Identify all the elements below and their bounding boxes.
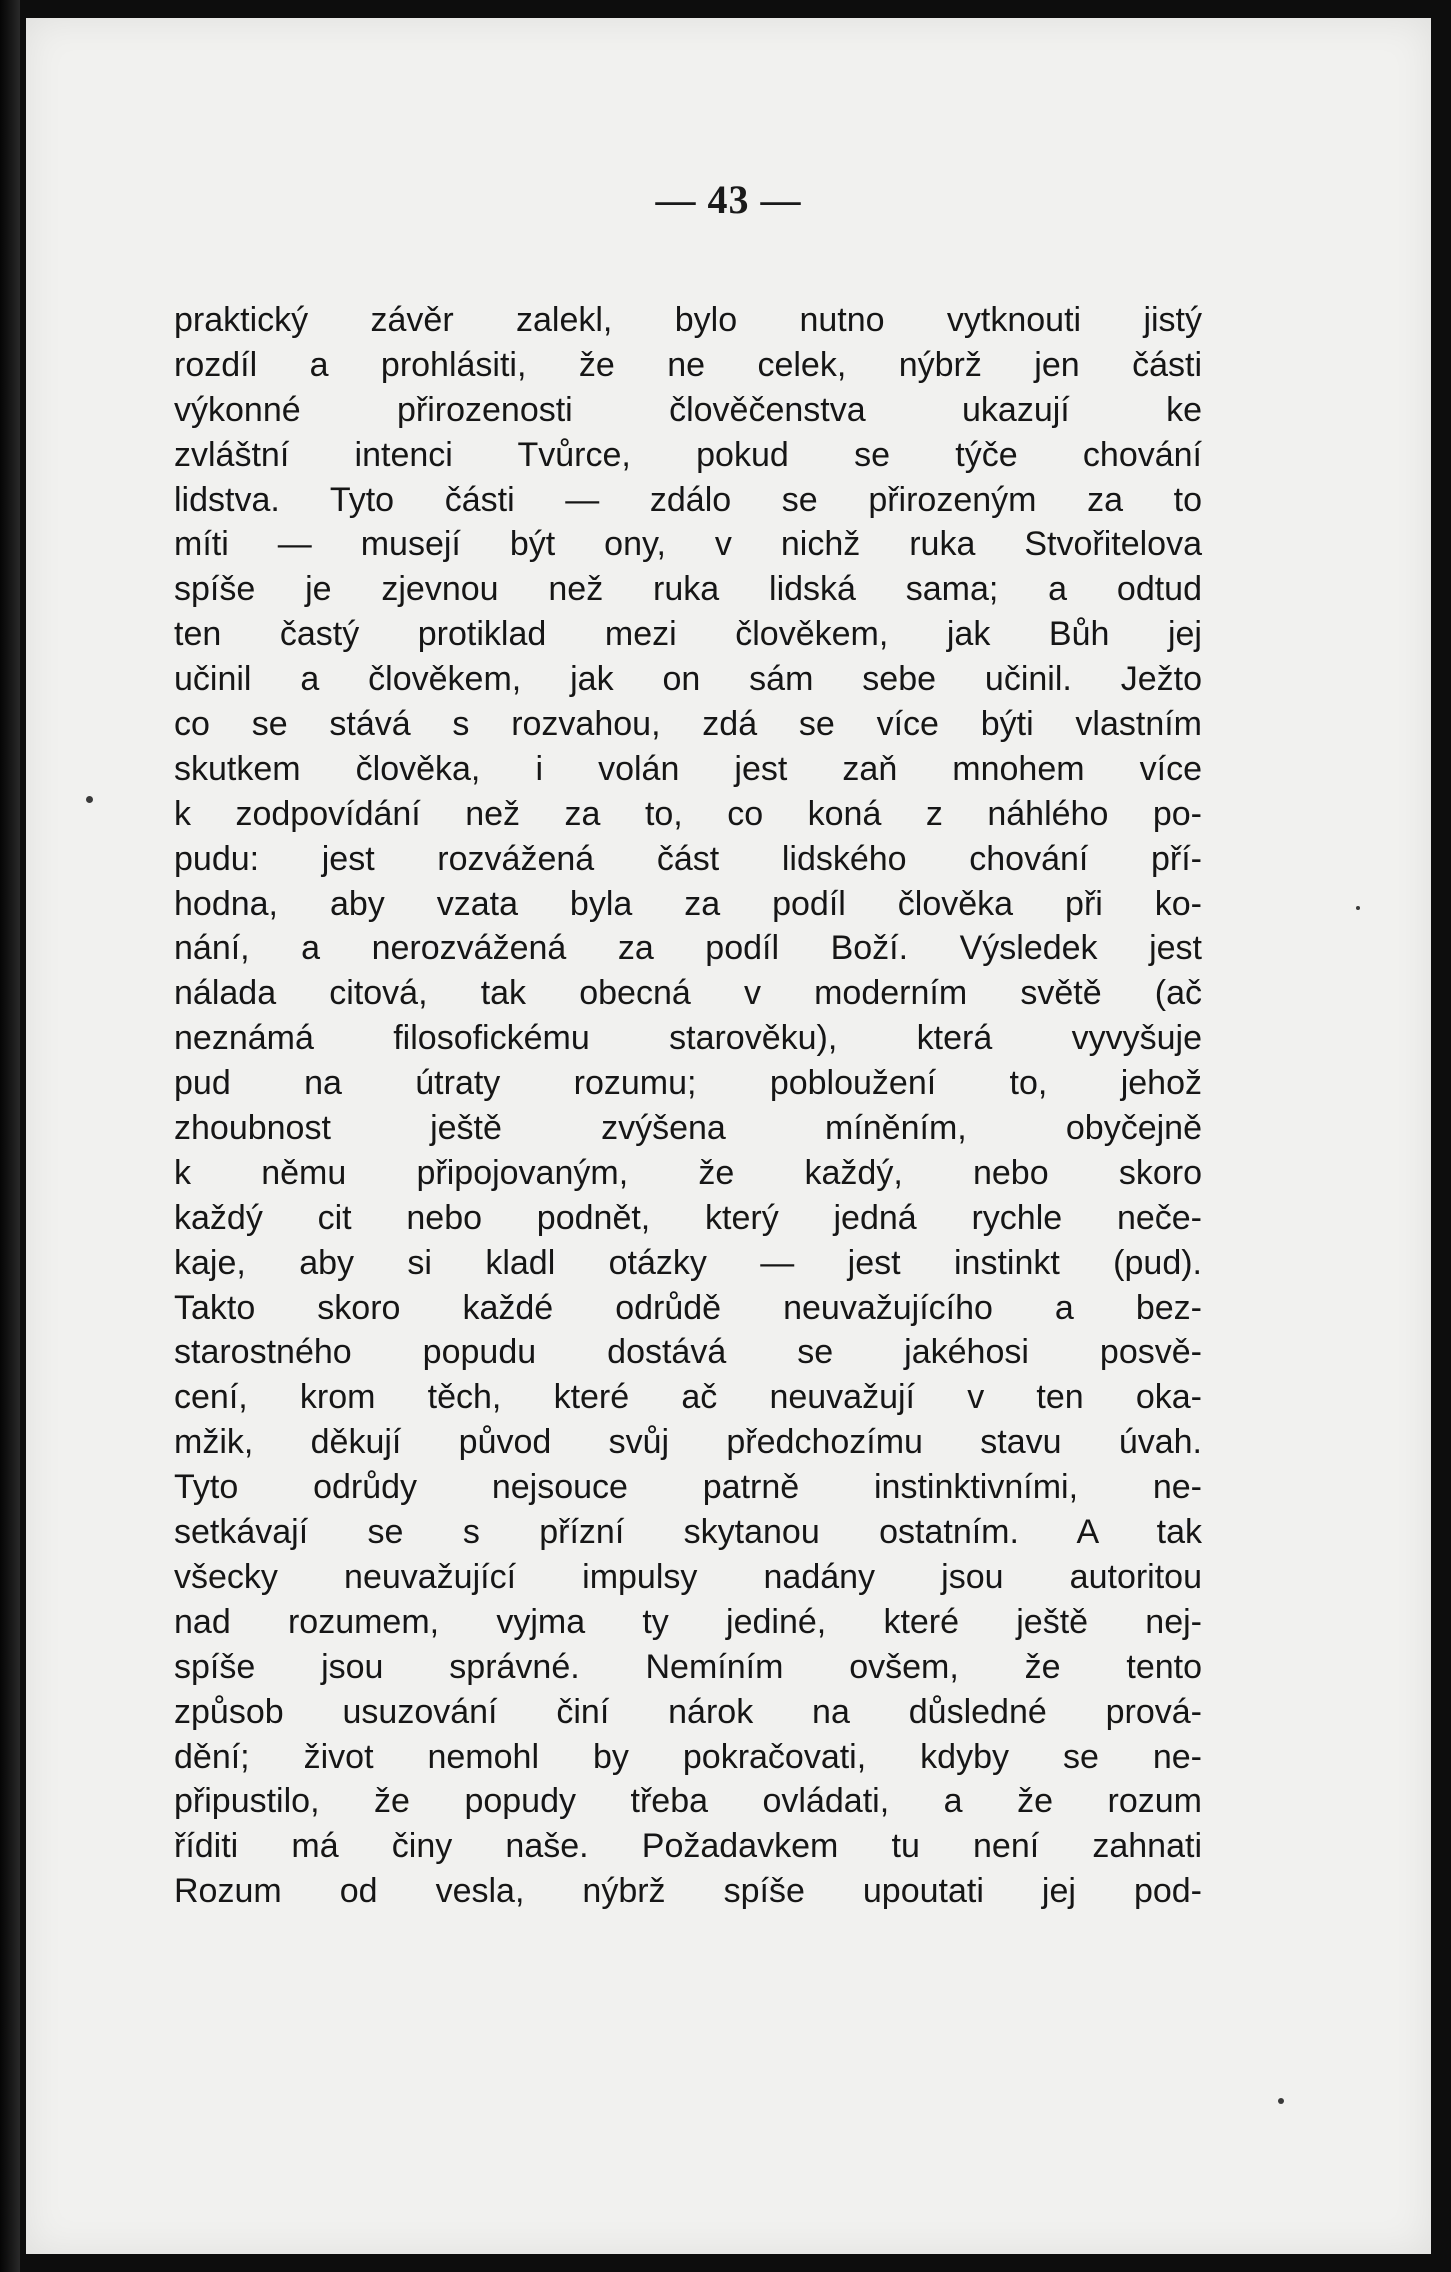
text-line: ten častý protiklad mezi člověkem, jak Bůh jej	[174, 615, 1202, 654]
page-number: — 43 —	[655, 177, 802, 222]
text-line: Tyto odrůdy nejsouce patrně instinktivními, ne-	[174, 1468, 1202, 1507]
text-line: nálada citová, tak obecná v moderním světě (ač	[174, 974, 1202, 1013]
text-line: kaje, aby si kladl otázky — jest instinkt (pud).	[174, 1243, 1202, 1282]
text-line: nad rozumem, vyjma ty jediné, které ještě nej-	[174, 1602, 1202, 1641]
body-text	[174, 298, 1202, 1914]
text-line: připustilo, že popudy třeba ovládati, a že rozum	[174, 1782, 1202, 1821]
text-line: mžik, děkují původ svůj předchozímu stavu úvah.	[174, 1423, 1202, 1462]
text-line: způsob usuzování činí nárok na důsledné prová-	[174, 1692, 1202, 1731]
scan-speck	[1278, 2098, 1284, 2104]
text-line: k němu připojovaným, že každý, nebo skoro	[174, 1153, 1202, 1192]
text-line: Takto skoro každé odrůdě neuvažujícího a bez-	[174, 1288, 1202, 1327]
text-line: zhoubnost ještě zvýšena míněním, obyčejně	[174, 1109, 1202, 1148]
text-line: zvláštní intenci Tvůrce, pokud se týče chování	[174, 435, 1202, 474]
text-line: hodna, aby vzata byla za podíl člověka při ko-	[174, 884, 1202, 923]
text-line: pudu: jest rozvážená část lidského chování pří-	[174, 839, 1202, 878]
text-line: pud na útraty rozumu; pobloužení to, jehož	[174, 1064, 1202, 1103]
text-line: neznámá filosofickému starověku), která vyvyšuje	[174, 1019, 1202, 1058]
text-line: cení, krom těch, které ač neuvažují v ten oka-	[174, 1378, 1202, 1417]
text-line: k zodpovídání než za to, co koná z náhlého po-	[174, 794, 1202, 833]
text-line: všecky neuvažující impulsy nadány jsou autoritou	[174, 1557, 1202, 1596]
text-line: starostného popudu dostává se jakéhosi posvě-	[174, 1333, 1202, 1372]
text-line: výkonné přirozenosti člověčenstva ukazují ke	[174, 390, 1202, 429]
text-line: rozdíl a prohlásiti, že ne celek, nýbrž jen části	[174, 345, 1202, 384]
text-line: každý cit nebo podnět, který jedná rychle neče-	[174, 1198, 1202, 1237]
book-page	[26, 18, 1431, 2254]
text-line: říditi má činy naše. Požadavkem tu není zahnati	[174, 1827, 1202, 1866]
text-line: lidstva. Tyto části — zdálo se přirozeným za to	[174, 480, 1202, 519]
text-line: skutkem člověka, i volán jest zaň mnohem více	[174, 749, 1202, 788]
text-line: dění; život nemohl by pokračovati, kdyby se ne-	[174, 1737, 1202, 1776]
text-line: míti — musejí být ony, v nichž ruka Stvořitelova	[174, 525, 1202, 564]
text-line: Rozum od vesla, nýbrž spíše upoutati jej pod-	[174, 1872, 1202, 1911]
text-line: spíše jsou správné. Nemíním ovšem, že tento	[174, 1647, 1202, 1686]
text-line: setkávají se s přízní skytanou ostatním. A tak	[174, 1513, 1202, 1552]
text-line: spíše je zjevnou než ruka lidská sama; a odtud	[174, 570, 1202, 609]
scan-speck	[86, 796, 93, 803]
text-line: nání, a nerozvážená za podíl Boží. Výsledek jest	[174, 929, 1202, 968]
scan-speck	[1356, 906, 1360, 910]
text-line: učinil a člověkem, jak on sám sebe učinil. Ježto	[174, 660, 1202, 699]
scan-edge-strip	[0, 0, 20, 2272]
text-line: praktický závěr zalekl, bylo nutno vytknouti jistý	[174, 301, 1202, 339]
text-line: co se stává s rozvahou, zdá se více býti vlastním	[174, 705, 1202, 744]
